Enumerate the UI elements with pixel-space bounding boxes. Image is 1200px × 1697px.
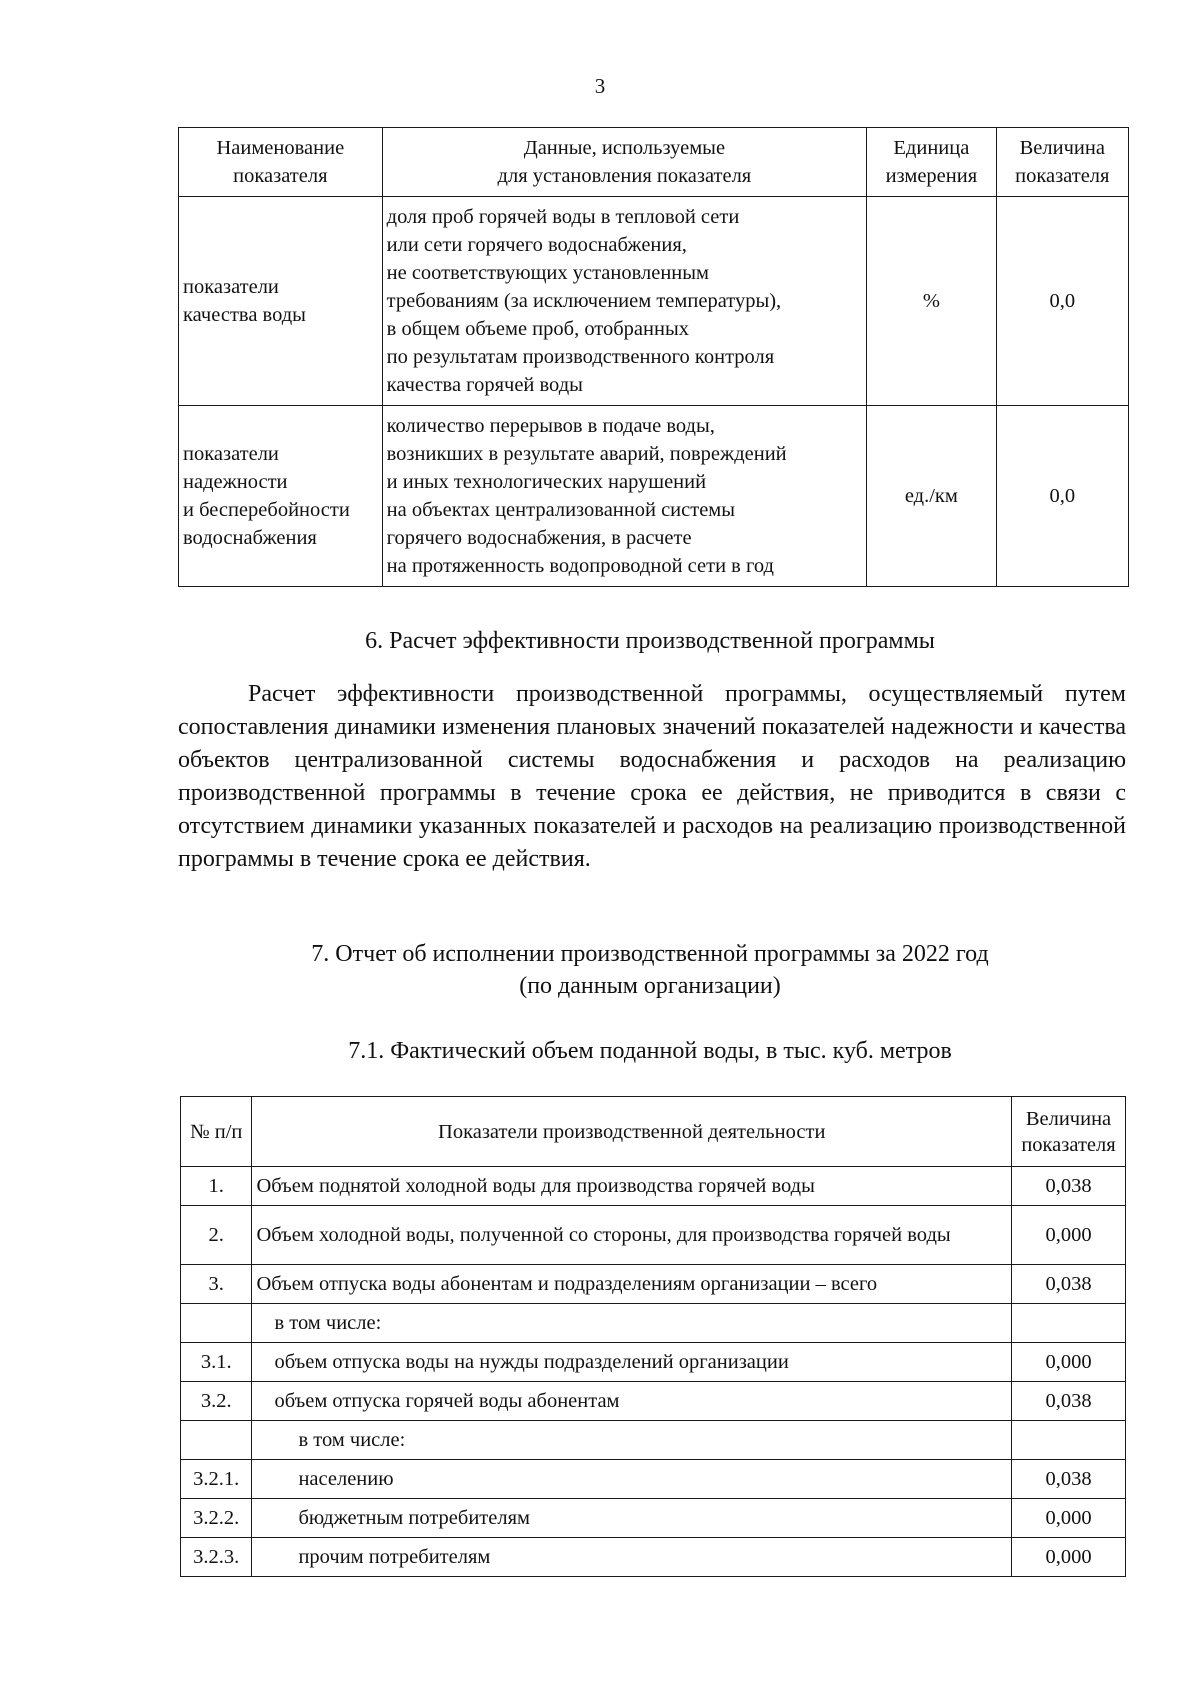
row-num: 3.2.1. (181, 1460, 252, 1499)
row-num: 3.2.2. (181, 1499, 252, 1538)
table-row (181, 1538, 1126, 1577)
water-volume-table (180, 1096, 1126, 1577)
table-row (181, 1304, 1126, 1343)
header-value: Величина показателя (996, 128, 1128, 197)
row-value: 0,000 (1012, 1499, 1126, 1538)
indicator-value: 0,0 (996, 406, 1128, 587)
row-description: Объем поднятой холодной воды для производства горячей воды (252, 1167, 1012, 1206)
row-description: бюджетным потребителям (252, 1499, 1012, 1538)
header-num: № п/п (181, 1097, 252, 1167)
row-num: 2. (181, 1206, 252, 1265)
table-header-row (181, 1097, 1126, 1167)
header-value: Величина показателя (1012, 1097, 1126, 1167)
indicator-data: количество перерывов в подаче воды, возникших в результате аварий, повреждений и иных технологических нарушений на объектах централизованной системы горячего водоснабжения, в расчете на протяженность водопроводной сети в год (382, 406, 867, 587)
indicator-value: 0,0 (996, 197, 1128, 406)
section-7-title-line1: 7. Отчет об исполнении производственной программы за 2022 год (311, 941, 989, 967)
section-7-title (170, 938, 1130, 1002)
section-6-title: 6. Расчет эффективности производственной программы (365, 628, 935, 654)
row-description: объем отпуска воды на нужды подразделений организации (252, 1343, 1012, 1382)
row-value: 0,038 (1012, 1382, 1126, 1421)
header-indicator-name: Наименование показателя (179, 128, 383, 197)
table-row (181, 1421, 1126, 1460)
indicator-unit: % (867, 197, 996, 406)
row-description: в том числе: (252, 1421, 1012, 1460)
row-value (1012, 1304, 1126, 1343)
table-row (181, 1206, 1126, 1265)
row-num: 3.2.3. (181, 1538, 252, 1577)
header-description: Показатели производственной деятельности (252, 1097, 1012, 1167)
row-num (181, 1421, 252, 1460)
row-value: 0,038 (1012, 1265, 1126, 1304)
table-row (179, 406, 1129, 587)
section-7-title-line2: (по данным организации) (519, 973, 781, 999)
table-row (181, 1382, 1126, 1421)
page-number: 3 (594, 74, 606, 98)
row-value: 0,000 (1012, 1343, 1126, 1382)
table-header-row (179, 128, 1129, 197)
table-row (179, 197, 1129, 406)
row-description: объем отпуска горячей воды абонентам (252, 1382, 1012, 1421)
row-num: 3.1. (181, 1343, 252, 1382)
header-unit: Единица измерения (867, 128, 996, 197)
row-description: Объем отпуска воды абонентам и подразделениям организации – всего (252, 1265, 1012, 1304)
row-value: 0,038 (1012, 1167, 1126, 1206)
row-value: 0,000 (1012, 1538, 1126, 1577)
row-num: 1. (181, 1167, 252, 1206)
table-row (181, 1167, 1126, 1206)
indicator-unit: ед./км (867, 406, 996, 587)
row-description: Объем холодной воды, полученной со стороны, для производства горячей воды (252, 1206, 1012, 1265)
section-6-paragraph: Расчет эффективности производственной программы, осуществляемый путем сопоставления динамики изменения плановых значений показателей надежности и качества объектов централизованной системы водоснабжения и расходов на реализацию производственной программы в течение срока ее действия, не приводится в связи с отсутствием динамики указанных показателей и расходов на реализацию производственной программы в течение срока ее действия. (178, 681, 1126, 872)
header-indicator-data: Данные, используемые для установления показателя (382, 128, 867, 197)
row-num: 3. (181, 1265, 252, 1304)
row-value: 0,000 (1012, 1206, 1126, 1265)
row-num (181, 1304, 252, 1343)
indicators-table (178, 127, 1129, 587)
table-row (181, 1265, 1126, 1304)
indicator-name: показатели надежности и бесперебойности водоснабжения (179, 406, 383, 587)
indicator-name: показатели качества воды (179, 197, 383, 406)
row-description: населению (252, 1460, 1012, 1499)
row-description: прочим потребителям (252, 1538, 1012, 1577)
row-description: в том числе: (252, 1304, 1012, 1343)
indicator-data: доля проб горячей воды в тепловой сети или сети горячего водоснабжения, не соответствующих установленным требованиям (за исключением температуры), в общем объеме проб, отобранных по результатам производственного контроля качества горячей воды (382, 197, 867, 406)
table-row (181, 1499, 1126, 1538)
row-value (1012, 1421, 1126, 1460)
row-num: 3.2. (181, 1382, 252, 1421)
section-7-1-subtitle: 7.1. Фактический объем поданной воды, в тыс. куб. метров (348, 1038, 952, 1064)
row-value: 0,038 (1012, 1460, 1126, 1499)
table-row (181, 1460, 1126, 1499)
table-row (181, 1343, 1126, 1382)
